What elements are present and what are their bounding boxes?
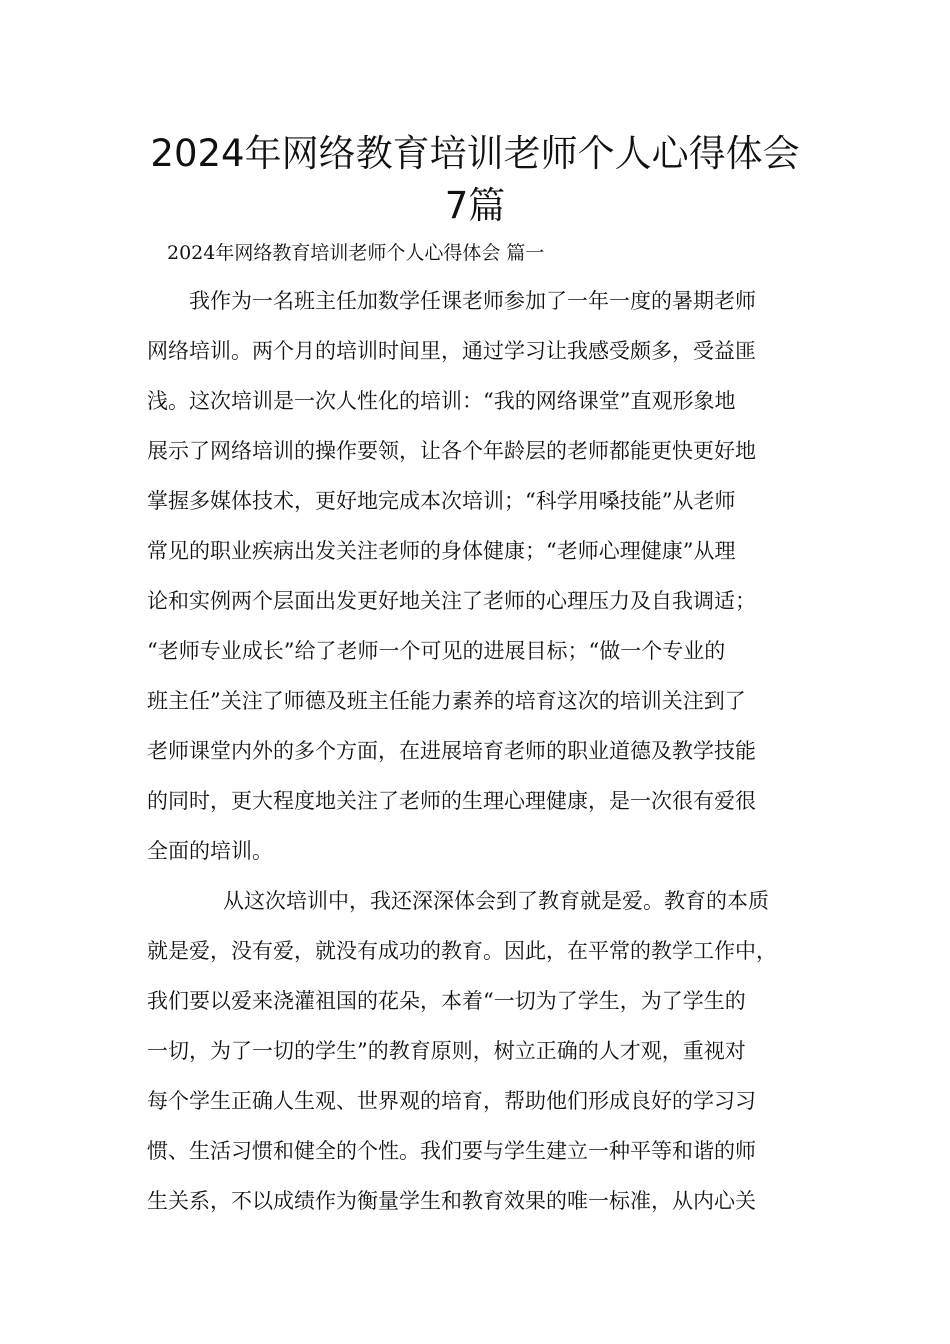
paragraph-line: 常见的职业疾病出发关注老师的身体健康；“老师心理健康”从理 — [147, 539, 736, 563]
paragraph-line: “老师专业成长”给了老师一个可见的进展目标；“做一个专业的 — [147, 639, 726, 663]
section-heading: 2024年网络教育培训老师个人心得体会 篇一 — [167, 242, 545, 264]
paragraph-line: 从这次培训中，我还深深体会到了教育就是爱。教育的本质 — [223, 889, 769, 913]
paragraph-line: 生关系，不以成绩作为衡量学生和教育效果的唯一标准，从内心关 — [147, 1189, 756, 1213]
paragraph-line: 的同时，更大程度地关注了老师的生理心理健康，是一次很有爱很 — [147, 789, 756, 813]
paragraph-line: 掌握多媒体技术，更好地完成本次培训；“科学用嗓技能”从老师 — [147, 489, 736, 513]
paragraph-line: 一切，为了一切的学生”的教育原则，树立正确的人才观，重视对 — [147, 1039, 746, 1063]
paragraph-line: 老师课堂内外的多个方面，在进展培育老师的职业道德及教学技能 — [147, 739, 756, 763]
paragraph-line: 我作为一名班主任加数学任课老师参加了一年一度的暑期老师 — [189, 289, 756, 313]
paragraph-line: 每个学生正确人生观、世界观的培育，帮助他们形成良好的学习习 — [147, 1089, 756, 1113]
paragraph-line: 我们要以爱来浇灌祖国的花朵，本着“一切为了学生，为了学生的 — [147, 989, 746, 1013]
title-line-2: 7篇 — [444, 184, 506, 227]
paragraph-line: 惯、生活习惯和健全的个性。我们要与学生建立一种平等和谐的师 — [147, 1139, 756, 1163]
paragraph-line: 论和实例两个层面出发更好地关注了老师的心理压力及自我调适； — [147, 589, 756, 613]
document-title — [120, 128, 830, 232]
paragraph-line: 全面的培训。 — [147, 839, 273, 863]
paragraph-line: 浅。这次培训是一次人性化的培训：“我的网络课堂”直观形象地 — [147, 389, 736, 413]
title-line-1: 2024年网络教育培训老师个人心得体会 — [150, 132, 800, 175]
paragraph-line: 就是爱，没有爱，就没有成功的教育。因此，在平常的教学工作中， — [147, 939, 777, 963]
paragraph-line: 网络培训。两个月的培训时间里，通过学习让我感受颇多，受益匪 — [147, 339, 756, 363]
paragraph-line: 展示了网络培训的操作要领，让各个年龄层的老师都能更快更好地 — [147, 439, 756, 463]
paragraph-line: 班主任”关注了师德及班主任能力素养的培育这次的培训关注到了 — [147, 689, 746, 713]
